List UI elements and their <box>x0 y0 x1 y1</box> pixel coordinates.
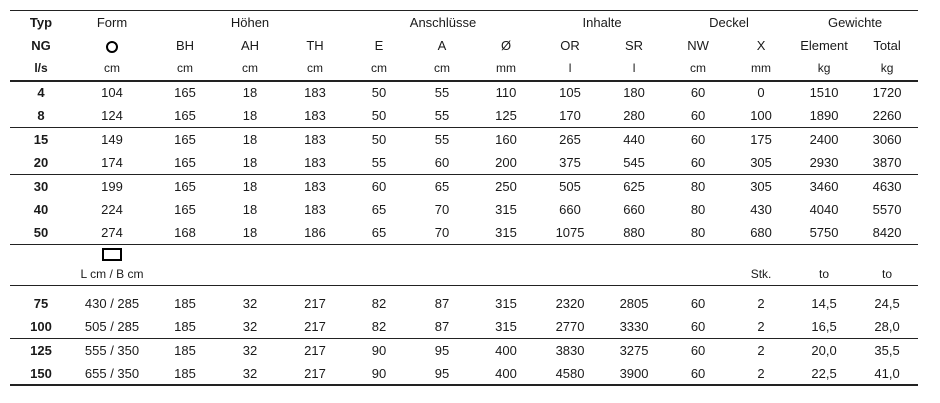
table-cell: 3060 <box>856 127 918 150</box>
unit-cell: cm <box>177 61 193 76</box>
table-cell: 185 <box>174 295 196 311</box>
table-cell: 2770 <box>555 319 585 335</box>
table-cell: 32 <box>242 319 258 335</box>
table-cell: 375 <box>559 154 581 170</box>
empty-cell <box>410 244 474 262</box>
table-cell: 90 <box>348 339 410 362</box>
table-cell: 680 <box>750 224 772 240</box>
table-cell: 60 <box>666 339 730 362</box>
table-cell: 185 <box>152 339 218 362</box>
table-cell: 95 <box>410 339 474 362</box>
table-cell: 60 <box>690 319 706 335</box>
table-cell: 60 <box>666 81 730 104</box>
table-cell: 880 <box>623 224 645 240</box>
table-cell: 185 <box>174 319 196 335</box>
unit-cell <box>218 262 282 285</box>
row-type-cell: 8 <box>37 108 45 123</box>
table-cell: 555 / 350 <box>72 339 152 362</box>
unit-cell <box>152 262 218 285</box>
row-type-cell: 30 <box>10 174 72 197</box>
row-type-cell: 100 <box>30 319 52 335</box>
empty-cell <box>282 244 348 262</box>
table-cell: 18 <box>242 108 258 123</box>
table-cell: 80 <box>690 224 706 240</box>
table-cell: 165 <box>152 81 218 104</box>
table-cell: 200 <box>495 154 517 170</box>
table-cell: 32 <box>218 339 282 362</box>
table-cell: 95 <box>410 362 474 385</box>
unit-cell: cm <box>307 61 323 76</box>
unit-cell <box>538 262 602 285</box>
unit-cell: kg <box>880 61 894 76</box>
table-row <box>10 81 918 104</box>
empty-cell <box>152 244 218 262</box>
table-cell: 160 <box>474 127 538 150</box>
empty-cell <box>666 244 730 262</box>
table-cell: 655 / 350 <box>72 362 152 385</box>
table-cell: 3275 <box>602 339 666 362</box>
empty-cell <box>538 244 602 262</box>
table-cell: 5570 <box>872 201 902 217</box>
header-column-row <box>10 34 918 57</box>
table-cell: 217 <box>304 319 326 335</box>
table-cell: 14,5 <box>811 295 837 311</box>
table-cell: 430 / 285 <box>84 295 140 311</box>
table-cell: 50 <box>371 108 387 123</box>
col-total: Total <box>873 38 901 54</box>
table-cell: 265 <box>538 127 602 150</box>
table-cell: 186 <box>304 224 326 240</box>
table-cell: 315 <box>495 319 517 335</box>
rectangle-icon <box>102 248 122 261</box>
table-cell: 60 <box>690 295 706 311</box>
col-or: OR <box>560 38 580 54</box>
table-cell: 440 <box>602 127 666 150</box>
table-row <box>10 221 918 244</box>
row-type-cell: 150 <box>10 362 72 385</box>
header-group-row <box>10 11 918 34</box>
table-cell: 50 <box>348 127 410 150</box>
unit-cell: cm <box>690 61 707 76</box>
table-cell: 4580 <box>538 362 602 385</box>
header-deckel: Deckel <box>666 11 792 34</box>
unit-cell: to <box>819 266 830 281</box>
table-cell: 217 <box>282 362 348 385</box>
table-cell: 180 <box>602 81 666 104</box>
col-element: Element <box>800 38 848 54</box>
table-cell: 315 <box>495 224 517 240</box>
col-ah: AH <box>240 38 260 54</box>
table-cell: 55 <box>434 108 450 123</box>
empty-cell <box>218 244 282 262</box>
col-diameter: Ø <box>500 38 512 54</box>
table-cell: 60 <box>666 127 730 150</box>
empty-cell <box>730 244 792 262</box>
table-row <box>10 151 918 174</box>
table-cell: 3330 <box>619 319 649 335</box>
unit-cell <box>282 262 348 285</box>
header-typ: Typ <box>10 11 72 34</box>
header-gewichte: Gewichte <box>792 11 918 34</box>
table-cell: 0 <box>730 81 792 104</box>
table-cell: 8420 <box>872 224 902 240</box>
table-cell: 5750 <box>809 224 839 240</box>
table-cell: 3830 <box>538 339 602 362</box>
table-cell: 80 <box>666 174 730 197</box>
col-sr: SR <box>625 38 644 54</box>
table-cell: 660 <box>623 201 645 217</box>
unit-cell: l <box>568 61 572 76</box>
table-row <box>10 127 918 150</box>
unit-cell: l/s <box>34 61 48 76</box>
table-cell: 174 <box>101 154 123 170</box>
table-cell: 224 <box>101 201 123 217</box>
unit-cell: cm <box>104 61 120 76</box>
table-cell: 22,5 <box>792 362 856 385</box>
unit-cell <box>10 262 72 285</box>
col-ng: NG <box>31 38 51 54</box>
table-cell: 65 <box>371 201 387 217</box>
table-cell: 305 <box>730 174 792 197</box>
table-cell: 65 <box>410 174 474 197</box>
table-cell: 55 <box>410 127 474 150</box>
table-cell: 124 <box>101 108 123 123</box>
row-type-cell: 15 <box>10 127 72 150</box>
table-cell: 3900 <box>602 362 666 385</box>
table-cell: 18 <box>242 154 258 170</box>
unit-cell: kg <box>817 61 831 76</box>
table-row <box>10 198 918 221</box>
table-cell: 1720 <box>856 81 918 104</box>
table-cell: 32 <box>218 362 282 385</box>
table-cell: 165 <box>174 201 196 217</box>
circle-icon <box>106 41 118 53</box>
table-cell: 80 <box>690 201 706 217</box>
table-cell: 32 <box>242 295 258 311</box>
table-cell: 60 <box>348 174 410 197</box>
table-cell: 60 <box>690 108 706 123</box>
row-type-cell: 75 <box>33 295 49 311</box>
table-cell: 165 <box>174 108 196 123</box>
table-cell: 2320 <box>555 295 585 311</box>
table-cell: 4630 <box>856 174 918 197</box>
table-cell: 18 <box>218 174 282 197</box>
table-cell: 168 <box>174 224 196 240</box>
col-bh: BH <box>175 38 195 54</box>
header-form: Form <box>72 11 152 34</box>
empty-cell <box>856 244 918 262</box>
table-cell: 165 <box>152 127 218 150</box>
row-type-cell: 4 <box>10 81 72 104</box>
unit-cell: l <box>632 61 636 76</box>
table-cell: 18 <box>242 201 258 217</box>
table-cell: 2260 <box>872 108 902 123</box>
table-cell: 28,0 <box>874 319 900 335</box>
unit-cell: L cm / B cm <box>80 266 144 281</box>
table-cell: 104 <box>72 81 152 104</box>
table-cell: 217 <box>304 295 326 311</box>
table-cell: 55 <box>371 154 387 170</box>
unit-cell: mm <box>751 61 772 76</box>
table-cell: 183 <box>304 201 326 217</box>
table-cell: 430 <box>750 201 772 217</box>
specification-table <box>10 10 918 386</box>
table-cell: 18 <box>218 127 282 150</box>
col-a: A <box>437 38 447 54</box>
table-cell: 545 <box>623 154 645 170</box>
table-cell: 660 <box>559 201 581 217</box>
col-form-shape <box>72 34 152 57</box>
table-cell: 60 <box>434 154 450 170</box>
empty-cell <box>792 244 856 262</box>
row-type-cell: 20 <box>33 154 49 170</box>
table-cell: 125 <box>495 108 517 123</box>
table-cell: 2 <box>730 339 792 362</box>
table-cell: 60 <box>666 362 730 385</box>
table-cell: 35,5 <box>856 339 918 362</box>
header-anschluesse: Anschlüsse <box>348 11 538 34</box>
table-cell: 305 <box>750 154 772 170</box>
header-unit-row <box>10 57 918 80</box>
table-row <box>10 339 918 362</box>
table-cell: 110 <box>474 81 538 104</box>
empty-cell <box>348 244 410 262</box>
table-cell: 1075 <box>555 224 585 240</box>
unit-cell <box>474 262 538 285</box>
table-cell: 87 <box>434 319 450 335</box>
table-cell: 505 / 285 <box>84 319 140 335</box>
table-cell: 70 <box>434 201 450 217</box>
col-x: X <box>756 38 766 54</box>
table-cell: 2 <box>757 295 765 311</box>
table-row <box>10 174 918 197</box>
table-cell: 274 <box>101 224 123 240</box>
rect-unit-row <box>10 262 918 285</box>
row-type-cell: 50 <box>33 224 49 240</box>
table-cell: 50 <box>348 81 410 104</box>
unit-cell: cm <box>242 61 258 76</box>
table-cell: 315 <box>495 201 517 217</box>
unit-cell <box>410 262 474 285</box>
unit-cell <box>602 262 666 285</box>
empty-cell <box>474 244 538 262</box>
rect-shape-row <box>10 244 918 262</box>
table-cell: 41,0 <box>856 362 918 385</box>
rect-shape-cell <box>72 244 152 262</box>
table-cell: 185 <box>152 362 218 385</box>
table-cell: 165 <box>152 174 218 197</box>
table-row <box>10 292 918 315</box>
table-cell: 87 <box>434 295 450 311</box>
table-cell: 625 <box>602 174 666 197</box>
table-cell: 82 <box>371 295 387 311</box>
table-cell: 2400 <box>792 127 856 150</box>
table-cell: 1510 <box>792 81 856 104</box>
table-cell: 170 <box>559 108 581 123</box>
table-row <box>10 104 918 127</box>
table-cell: 199 <box>72 174 152 197</box>
table-row <box>10 362 918 385</box>
table-cell: 2805 <box>619 295 649 311</box>
col-e: E <box>374 38 384 54</box>
table-cell: 18 <box>242 224 258 240</box>
table-cell: 18 <box>218 81 282 104</box>
unit-cell <box>666 262 730 285</box>
table-row <box>10 315 918 338</box>
table-cell: 60 <box>690 154 706 170</box>
empty-cell <box>10 244 72 262</box>
unit-cell: cm <box>434 61 451 76</box>
table-cell: 250 <box>474 174 538 197</box>
table-cell: 16,5 <box>811 319 837 335</box>
table-cell: 175 <box>730 127 792 150</box>
table-cell: 3460 <box>792 174 856 197</box>
table-cell: 400 <box>474 362 538 385</box>
table-cell: 82 <box>371 319 387 335</box>
unit-cell: mm <box>496 61 517 76</box>
table-cell: 183 <box>304 108 326 123</box>
table-cell: 165 <box>174 154 196 170</box>
header-hoehen: Höhen <box>152 11 348 34</box>
table-cell: 149 <box>72 127 152 150</box>
table-cell: 20,0 <box>792 339 856 362</box>
table-cell: 2 <box>730 362 792 385</box>
table-cell: 24,5 <box>874 295 900 311</box>
table-cell: 505 <box>538 174 602 197</box>
table-cell: 217 <box>282 339 348 362</box>
table-cell: 105 <box>538 81 602 104</box>
table-cell: 183 <box>304 154 326 170</box>
table-cell: 183 <box>282 174 348 197</box>
table-cell: 2 <box>757 319 765 335</box>
table-cell: 70 <box>434 224 450 240</box>
row-type-cell: 125 <box>10 339 72 362</box>
table-cell: 2930 <box>809 154 839 170</box>
unit-cell <box>348 262 410 285</box>
table-cell: 65 <box>371 224 387 240</box>
col-nw: NW <box>687 38 709 54</box>
table-cell: 400 <box>474 339 538 362</box>
table-cell: 315 <box>495 295 517 311</box>
table-cell: 4040 <box>809 201 839 217</box>
table-cell: 55 <box>410 81 474 104</box>
header-inhalte: Inhalte <box>538 11 666 34</box>
table-cell: 90 <box>348 362 410 385</box>
table-cell: 100 <box>750 108 772 123</box>
row-type-cell: 40 <box>33 201 49 217</box>
col-th: TH <box>306 38 324 54</box>
table-cell: 280 <box>623 108 645 123</box>
unit-cell: to <box>882 266 893 281</box>
unit-cell: cm <box>371 61 388 76</box>
empty-cell <box>602 244 666 262</box>
table-cell: 183 <box>282 127 348 150</box>
table-cell: 183 <box>282 81 348 104</box>
unit-cell: Stk. <box>750 266 772 281</box>
table-cell: 3870 <box>872 154 902 170</box>
table-cell: 1890 <box>809 108 839 123</box>
